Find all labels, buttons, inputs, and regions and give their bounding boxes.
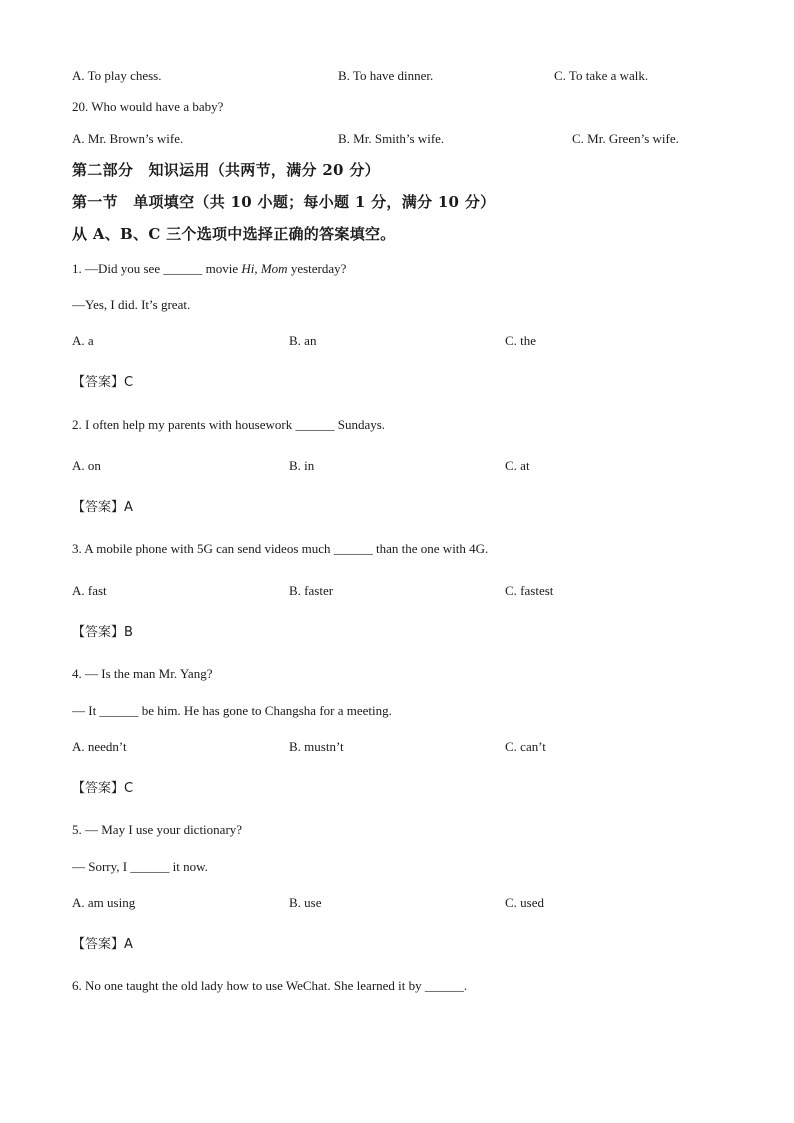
q3-option-a: A. fast	[72, 583, 107, 598]
q1-option-c: C. the	[505, 333, 537, 348]
q6-stem: 6. No one taught the old lady how to use WeChat. She learned it by ______.	[72, 978, 468, 993]
q1-answer: 【答案】C	[72, 375, 134, 390]
q5-option-c: C. used	[505, 895, 544, 910]
q5-reply: — Sorry, I ______ it now.	[72, 859, 208, 874]
movie-title: Hi, Mom	[241, 261, 288, 276]
q20-stem: 20. Who would have a baby?	[72, 99, 224, 114]
q1-stem: 1. —Did you see ______ movie Hi, Mom yesterday?	[72, 261, 347, 276]
q3-stem: 3. A mobile phone with 5G can send videos much ______ than the one with 4G.	[72, 541, 489, 556]
q2-option-b: B. in	[289, 458, 315, 473]
q4-reply: — It ______ be him. He has gone to Changsha for a meeting.	[72, 703, 392, 718]
q5-answer: 【答案】A	[72, 937, 133, 952]
q2-option-a: A. on	[72, 458, 101, 473]
instruction: 从 A、B、C 三个选项中选择正确的答案填空。	[72, 225, 396, 243]
q5-option-a: A. am using	[72, 895, 136, 910]
q1-option-b: B. an	[289, 333, 317, 348]
q1-reply: —Yes, I did. It’s great.	[72, 297, 191, 312]
q2-answer: 【答案】A	[72, 500, 133, 515]
q19-option-a: A. To play chess.	[72, 68, 162, 83]
q4-stem: 4. — Is the man Mr. Yang?	[72, 666, 213, 681]
q20-option-c: C. Mr. Green’s wife.	[572, 131, 679, 146]
part2-title: 第二部分 知识运用（共两节，满分 20 分）	[72, 161, 380, 179]
q3-answer: 【答案】B	[72, 625, 133, 640]
q2-option-c: C. at	[505, 458, 530, 473]
q4-answer: 【答案】C	[72, 781, 134, 796]
q4-option-a: A. needn’t	[72, 739, 127, 754]
q20-option-b: B. Mr. Smith’s wife.	[338, 131, 445, 146]
q4-option-b: B. mustn’t	[289, 739, 344, 754]
q5-stem: 5. — May I use your dictionary?	[72, 822, 243, 837]
q1-option-a: A. a	[72, 333, 94, 348]
q4-option-c: C. can’t	[505, 739, 546, 754]
q5-option-b: B. use	[289, 895, 322, 910]
q20-option-a: A. Mr. Brown’s wife.	[72, 131, 184, 146]
section1-title: 第一节 单项填空（共 10 小题；每小题 1 分，满分 10 分）	[72, 193, 496, 211]
q19-option-b: B. To have dinner.	[338, 68, 434, 83]
q19-option-c: C. To take a walk.	[554, 68, 649, 83]
q2-stem: 2. I often help my parents with housework ______ Sundays.	[72, 417, 386, 432]
q3-option-b: B. faster	[289, 583, 334, 598]
q3-option-c: C. fastest	[505, 583, 554, 598]
